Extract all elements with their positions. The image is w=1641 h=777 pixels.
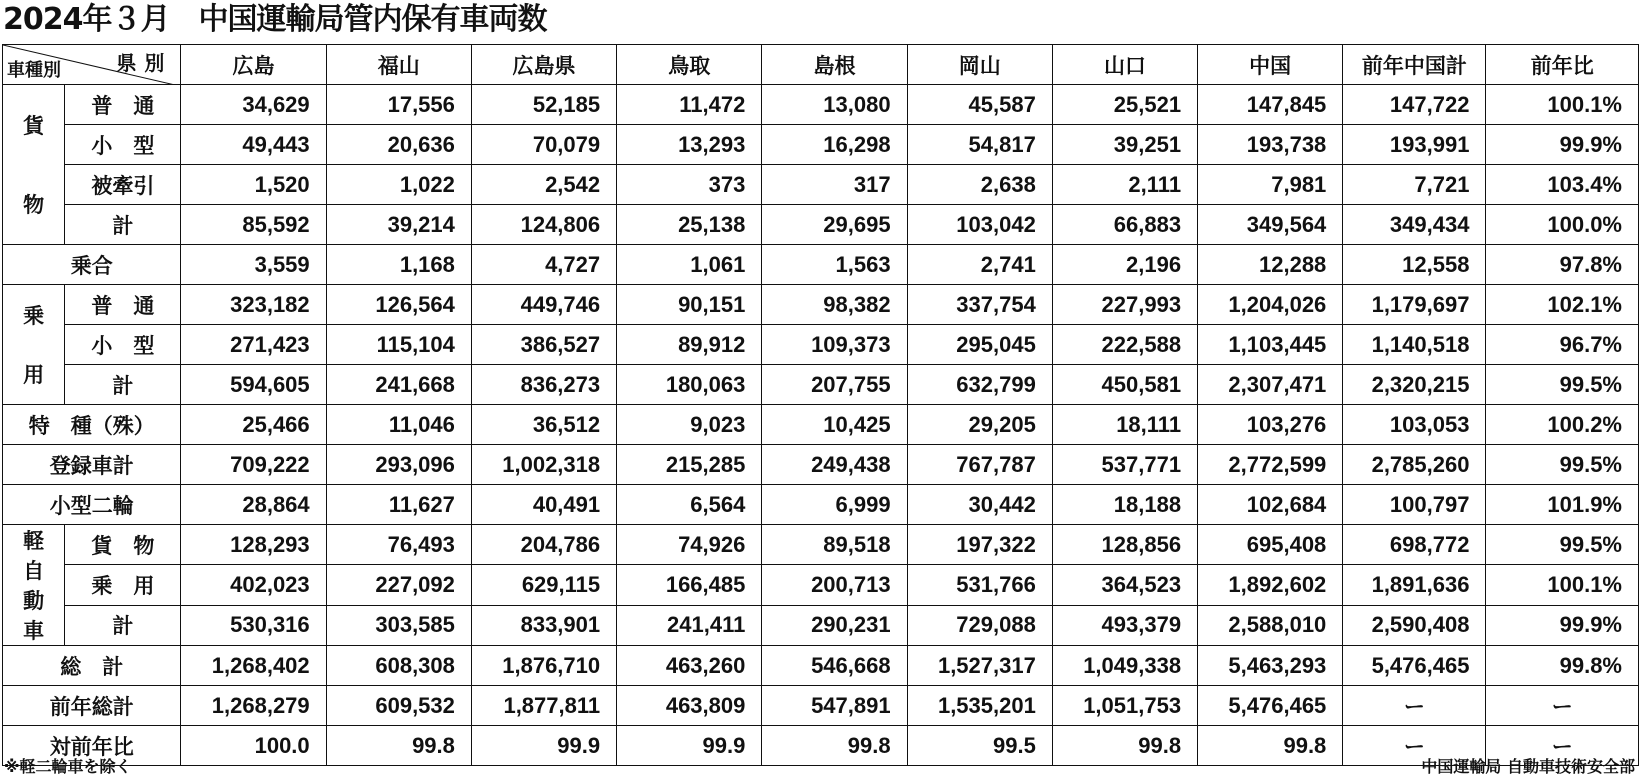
table-cell: 126,564 bbox=[326, 285, 471, 325]
table-cell: 709,222 bbox=[181, 445, 326, 485]
table-cell: 45,587 bbox=[907, 85, 1052, 125]
table-cell: 25,466 bbox=[181, 405, 326, 445]
table-cell: 13,293 bbox=[617, 125, 762, 165]
col-header-yoy-ratio: 前年比 bbox=[1486, 45, 1639, 85]
table-cell: 303,585 bbox=[326, 605, 471, 645]
table-cell: 2,638 bbox=[907, 165, 1052, 205]
table-cell: 1,535,201 bbox=[907, 686, 1052, 726]
table-row bbox=[3, 285, 1639, 325]
table-cell: 99.8% bbox=[1486, 646, 1639, 686]
table-cell: 103,053 bbox=[1343, 405, 1486, 445]
table-cell: 99.9% bbox=[1486, 125, 1639, 165]
table-cell: 5,476,465 bbox=[1343, 646, 1486, 686]
row-label: 小 型 bbox=[65, 125, 181, 165]
table-cell: 103,042 bbox=[907, 205, 1052, 245]
table-cell: ー bbox=[1343, 686, 1486, 726]
table-cell: 241,668 bbox=[326, 365, 471, 405]
row-label: 計 bbox=[65, 605, 181, 645]
table-cell: 100.1% bbox=[1486, 85, 1639, 125]
table-cell: 6,999 bbox=[762, 485, 907, 525]
table-row bbox=[3, 525, 1639, 565]
table-cell: 2,785,260 bbox=[1343, 445, 1486, 485]
table-cell: 29,695 bbox=[762, 205, 907, 245]
table-cell: 1,049,338 bbox=[1052, 646, 1197, 686]
table-cell: 70,079 bbox=[471, 125, 616, 165]
table-cell: 1,103,445 bbox=[1198, 325, 1343, 365]
table-cell: 632,799 bbox=[907, 365, 1052, 405]
table-cell: 463,260 bbox=[617, 646, 762, 686]
table-cell: 90,151 bbox=[617, 285, 762, 325]
table-cell: 1,051,753 bbox=[1052, 686, 1197, 726]
table-cell: 215,285 bbox=[617, 445, 762, 485]
table-cell: 402,023 bbox=[181, 565, 326, 605]
row-label: 特 種（殊） bbox=[3, 405, 181, 445]
source-credit: 中国運輸局 自動車技術安全部 bbox=[1421, 757, 1635, 776]
table-cell: 609,532 bbox=[326, 686, 471, 726]
table-cell: 11,046 bbox=[326, 405, 471, 445]
table-cell: 99.8 bbox=[326, 726, 471, 766]
table-cell: 698,772 bbox=[1343, 525, 1486, 565]
table-cell: 34,629 bbox=[181, 85, 326, 125]
table-cell: 54,817 bbox=[907, 125, 1052, 165]
table-cell: 16,298 bbox=[762, 125, 907, 165]
table-cell: 17,556 bbox=[326, 85, 471, 125]
row-label: 計 bbox=[65, 205, 181, 245]
table-cell: 2,772,599 bbox=[1198, 445, 1343, 485]
table-cell: 594,605 bbox=[181, 365, 326, 405]
row-label: 被牽引 bbox=[65, 165, 181, 205]
table-cell: 349,564 bbox=[1198, 205, 1343, 245]
table-cell: 4,727 bbox=[471, 245, 616, 285]
col-header-okayama: 岡山 bbox=[907, 45, 1052, 85]
table-row bbox=[3, 686, 1639, 726]
table-cell: 10,425 bbox=[762, 405, 907, 445]
table-cell: 180,063 bbox=[617, 365, 762, 405]
row-label: 普 通 bbox=[65, 85, 181, 125]
table-cell: 1,520 bbox=[181, 165, 326, 205]
table-cell: 1,061 bbox=[617, 245, 762, 285]
footnote: ※軽二輪車を除く bbox=[4, 757, 132, 776]
row-label: 乗 用 bbox=[65, 565, 181, 605]
table-cell: 449,746 bbox=[471, 285, 616, 325]
col-header-shimane: 島根 bbox=[762, 45, 907, 85]
group-char: 自 bbox=[23, 559, 45, 583]
table-cell: 124,806 bbox=[471, 205, 616, 245]
table-cell: 373 bbox=[617, 165, 762, 205]
table-cell: 49,443 bbox=[181, 125, 326, 165]
row-label: 小 型 bbox=[65, 325, 181, 365]
header-corner-cell bbox=[3, 45, 181, 85]
table-row bbox=[3, 205, 1639, 245]
row-label: 前年総計 bbox=[3, 686, 181, 726]
vehicle-count-table bbox=[2, 44, 1639, 766]
table-cell: ー bbox=[1486, 686, 1639, 726]
table-cell: 9,023 bbox=[617, 405, 762, 445]
row-label: 計 bbox=[65, 365, 181, 405]
row-label: 登録車計 bbox=[3, 445, 181, 485]
group-char: 動 bbox=[23, 589, 45, 613]
group-char: 乗 bbox=[23, 303, 45, 328]
table-cell: 12,558 bbox=[1343, 245, 1486, 285]
table-cell: 463,809 bbox=[617, 686, 762, 726]
table-cell: 7,981 bbox=[1198, 165, 1343, 205]
table-cell: 40,491 bbox=[471, 485, 616, 525]
table-cell: 1,891,636 bbox=[1343, 565, 1486, 605]
table-cell: 102.1% bbox=[1486, 285, 1639, 325]
table-cell: 13,080 bbox=[762, 85, 907, 125]
table-cell: 2,741 bbox=[907, 245, 1052, 285]
table-cell: 1,527,317 bbox=[907, 646, 1052, 686]
table-cell: 147,845 bbox=[1198, 85, 1343, 125]
table-cell: 1,140,518 bbox=[1343, 325, 1486, 365]
table-cell: 96.7% bbox=[1486, 325, 1639, 365]
table-cell: 386,527 bbox=[471, 325, 616, 365]
table-cell: 364,523 bbox=[1052, 565, 1197, 605]
table-cell: 99.5 bbox=[907, 726, 1052, 766]
table-cell: 166,485 bbox=[617, 565, 762, 605]
table-cell: 1,877,811 bbox=[471, 686, 616, 726]
table-cell: 25,138 bbox=[617, 205, 762, 245]
group-label-passenger bbox=[3, 285, 65, 405]
table-cell: 52,185 bbox=[471, 85, 616, 125]
table-cell: 89,912 bbox=[617, 325, 762, 365]
table-cell: 2,196 bbox=[1052, 245, 1197, 285]
table-cell: 204,786 bbox=[471, 525, 616, 565]
table-cell: 2,111 bbox=[1052, 165, 1197, 205]
row-label: 対前年比 bbox=[3, 726, 181, 766]
table-cell: 833,901 bbox=[471, 605, 616, 645]
group-label-kei bbox=[3, 525, 65, 646]
table-cell: 2,542 bbox=[471, 165, 616, 205]
group-char: 貨 bbox=[23, 113, 45, 138]
col-header-hiroshima-pref: 広島県 bbox=[471, 45, 616, 85]
table-cell: 450,581 bbox=[1052, 365, 1197, 405]
table-cell: 99.5% bbox=[1486, 365, 1639, 405]
table-cell: 349,434 bbox=[1343, 205, 1486, 245]
col-header-yamaguchi: 山口 bbox=[1052, 45, 1197, 85]
table-cell: 36,512 bbox=[471, 405, 616, 445]
table-cell: 1,268,402 bbox=[181, 646, 326, 686]
table-cell: 197,322 bbox=[907, 525, 1052, 565]
group-char: 用 bbox=[23, 363, 45, 388]
table-cell: ー bbox=[1486, 726, 1639, 766]
table-cell: 97.8% bbox=[1486, 245, 1639, 285]
table-cell: 1,268,279 bbox=[181, 686, 326, 726]
table-cell: 115,104 bbox=[326, 325, 471, 365]
table-row bbox=[3, 85, 1639, 125]
table-cell: 74,926 bbox=[617, 525, 762, 565]
table-cell: 2,590,408 bbox=[1343, 605, 1486, 645]
table-cell: 147,722 bbox=[1343, 85, 1486, 125]
table-cell: 99.5% bbox=[1486, 525, 1639, 565]
table-cell: 18,188 bbox=[1052, 485, 1197, 525]
table-cell: 29,205 bbox=[907, 405, 1052, 445]
table-cell: 128,293 bbox=[181, 525, 326, 565]
table-row bbox=[3, 125, 1639, 165]
table-cell: 99.9% bbox=[1486, 605, 1639, 645]
table-cell: 5,476,465 bbox=[1198, 686, 1343, 726]
table-cell: 99.9 bbox=[617, 726, 762, 766]
table-row bbox=[3, 726, 1639, 766]
table-cell: 100.0% bbox=[1486, 205, 1639, 245]
table-cell: 695,408 bbox=[1198, 525, 1343, 565]
table-cell: 12,288 bbox=[1198, 245, 1343, 285]
table-cell: 1,022 bbox=[326, 165, 471, 205]
group-label-cargo bbox=[3, 85, 65, 245]
table-cell: 99.9 bbox=[471, 726, 616, 766]
col-header-chugoku: 中国 bbox=[1198, 45, 1343, 85]
table-row bbox=[3, 565, 1639, 605]
table-cell: 100.0 bbox=[181, 726, 326, 766]
table-cell: 200,713 bbox=[762, 565, 907, 605]
table-cell: 28,864 bbox=[181, 485, 326, 525]
table-cell: 2,588,010 bbox=[1198, 605, 1343, 645]
table-cell: 109,373 bbox=[762, 325, 907, 365]
row-label: 小型二輪 bbox=[3, 485, 181, 525]
table-cell: 85,592 bbox=[181, 205, 326, 245]
table-cell: 1,002,318 bbox=[471, 445, 616, 485]
corner-prefecture-label: 県別 bbox=[116, 53, 173, 75]
table-cell: 20,636 bbox=[326, 125, 471, 165]
table-cell: 6,564 bbox=[617, 485, 762, 525]
table-cell: 1,563 bbox=[762, 245, 907, 285]
group-char: 車 bbox=[23, 619, 45, 643]
table-cell: 11,472 bbox=[617, 85, 762, 125]
table-row bbox=[3, 646, 1639, 686]
table-cell: 5,463,293 bbox=[1198, 646, 1343, 686]
table-cell: 39,251 bbox=[1052, 125, 1197, 165]
table-cell: 207,755 bbox=[762, 365, 907, 405]
table-cell: 99.8 bbox=[762, 726, 907, 766]
table-row bbox=[3, 605, 1639, 645]
table-cell: 99.5% bbox=[1486, 445, 1639, 485]
row-label: 総 計 bbox=[3, 646, 181, 686]
table-cell: 103.4% bbox=[1486, 165, 1639, 205]
table-cell: 39,214 bbox=[326, 205, 471, 245]
table-cell: 193,991 bbox=[1343, 125, 1486, 165]
table-row bbox=[3, 445, 1639, 485]
table-cell: 547,891 bbox=[762, 686, 907, 726]
col-header-prev-year-chugoku: 前年中国計 bbox=[1343, 45, 1486, 85]
table-cell: 89,518 bbox=[762, 525, 907, 565]
table-cell: 11,627 bbox=[326, 485, 471, 525]
table-cell: 1,168 bbox=[326, 245, 471, 285]
table-cell: 128,856 bbox=[1052, 525, 1197, 565]
table-row bbox=[3, 405, 1639, 445]
table-cell: 222,588 bbox=[1052, 325, 1197, 365]
table-cell: 227,092 bbox=[326, 565, 471, 605]
table-cell: 836,273 bbox=[471, 365, 616, 405]
table-cell: 99.8 bbox=[1198, 726, 1343, 766]
table-cell: 1,892,602 bbox=[1198, 565, 1343, 605]
table-cell: 3,559 bbox=[181, 245, 326, 285]
table-cell: 100.1% bbox=[1486, 565, 1639, 605]
table-row bbox=[3, 325, 1639, 365]
row-label: 貨 物 bbox=[65, 525, 181, 565]
table-cell: 767,787 bbox=[907, 445, 1052, 485]
table-cell: 227,993 bbox=[1052, 285, 1197, 325]
table-cell: 249,438 bbox=[762, 445, 907, 485]
table-cell: 103,276 bbox=[1198, 405, 1343, 445]
table-cell: 729,088 bbox=[907, 605, 1052, 645]
table-body bbox=[3, 45, 1639, 766]
table-cell: 100,797 bbox=[1343, 485, 1486, 525]
table-row bbox=[3, 165, 1639, 205]
table-cell: 293,096 bbox=[326, 445, 471, 485]
table-cell: 2,320,215 bbox=[1343, 365, 1486, 405]
table-cell: 30,442 bbox=[907, 485, 1052, 525]
table-cell: 608,308 bbox=[326, 646, 471, 686]
row-label: 乗合 bbox=[3, 245, 181, 285]
table-row bbox=[3, 485, 1639, 525]
table-cell: 295,045 bbox=[907, 325, 1052, 365]
table-cell: 98,382 bbox=[762, 285, 907, 325]
table-cell: 337,754 bbox=[907, 285, 1052, 325]
table-cell: 537,771 bbox=[1052, 445, 1197, 485]
table-cell: 1,876,710 bbox=[471, 646, 616, 686]
table-cell: 271,423 bbox=[181, 325, 326, 365]
corner-vehicle-type-label: 車種別 bbox=[7, 60, 61, 80]
table-cell: 25,521 bbox=[1052, 85, 1197, 125]
col-header-hiroshima: 広島 bbox=[181, 45, 326, 85]
table-row bbox=[3, 245, 1639, 285]
col-header-fukuyama: 福山 bbox=[326, 45, 471, 85]
table-cell: 100.2% bbox=[1486, 405, 1639, 445]
group-char: 軽 bbox=[23, 529, 45, 553]
table-cell: 323,182 bbox=[181, 285, 326, 325]
table-cell: 76,493 bbox=[326, 525, 471, 565]
table-cell: 546,668 bbox=[762, 646, 907, 686]
table-cell: 193,738 bbox=[1198, 125, 1343, 165]
table-cell: 2,307,471 bbox=[1198, 365, 1343, 405]
table-cell: 290,231 bbox=[762, 605, 907, 645]
document-title: 2024年３月 中国運輸局管内保有車両数 bbox=[3, 2, 547, 37]
table-cell: 18,111 bbox=[1052, 405, 1197, 445]
table-cell: 531,766 bbox=[907, 565, 1052, 605]
table-cell: 102,684 bbox=[1198, 485, 1343, 525]
table-cell: 1,179,697 bbox=[1343, 285, 1486, 325]
col-header-tottori: 鳥取 bbox=[617, 45, 762, 85]
table-cell: 101.9% bbox=[1486, 485, 1639, 525]
table-cell: 1,204,026 bbox=[1198, 285, 1343, 325]
table-cell: 66,883 bbox=[1052, 205, 1197, 245]
table-cell: 493,379 bbox=[1052, 605, 1197, 645]
header-row bbox=[3, 45, 1639, 85]
table-cell: 317 bbox=[762, 165, 907, 205]
group-char: 物 bbox=[23, 193, 45, 218]
table-cell: ー bbox=[1343, 726, 1486, 766]
table-row bbox=[3, 365, 1639, 405]
table-cell: 530,316 bbox=[181, 605, 326, 645]
table-cell: 241,411 bbox=[617, 605, 762, 645]
row-label: 普 通 bbox=[65, 285, 181, 325]
table-cell: 99.8 bbox=[1052, 726, 1197, 766]
table-cell: 7,721 bbox=[1343, 165, 1486, 205]
table-cell: 629,115 bbox=[471, 565, 616, 605]
